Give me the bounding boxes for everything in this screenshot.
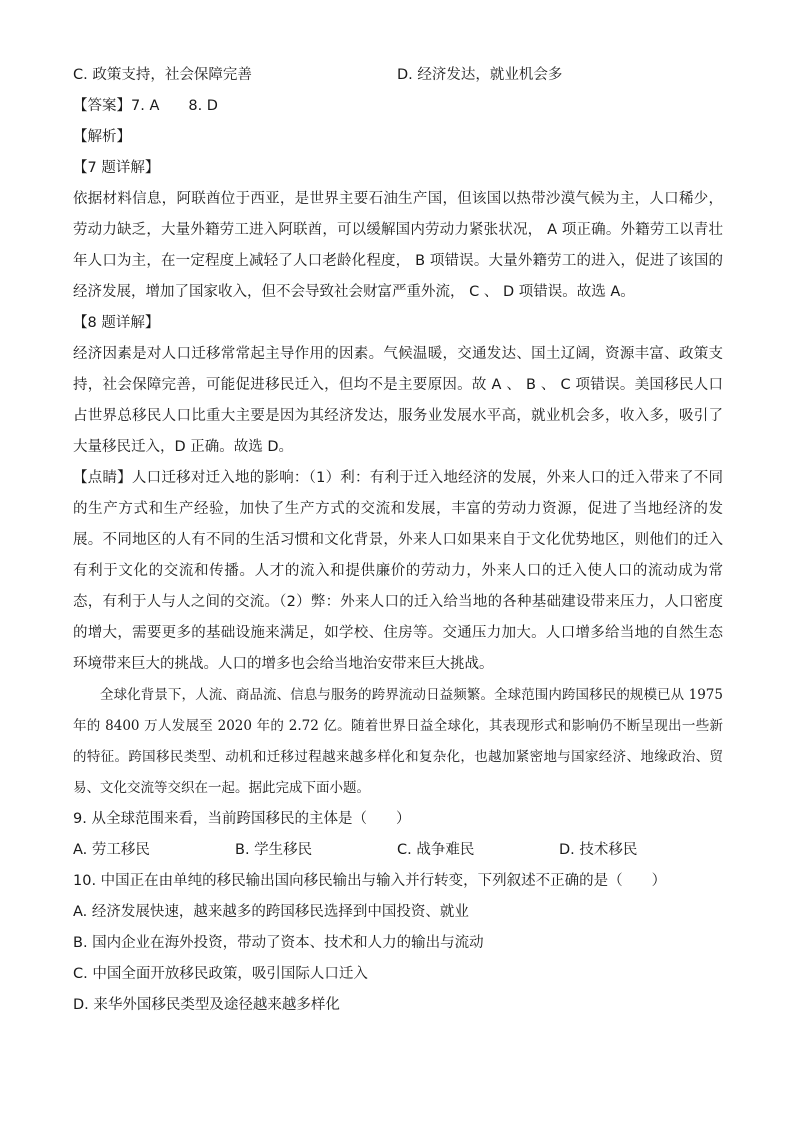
q9-options-row [73, 835, 723, 866]
q8-option-d: D. 经济发达，就业机会多 [397, 67, 563, 83]
q10-option-c: C. 中国全面开放移民政策，吸引国际人口迁入 [73, 966, 368, 982]
q7-detail-paragraph: 依据材料信息，阿联酋位于西亚，是世界主要石油生产国，但该国以热带沙漠气候为主，人口稀少，劳动力缺乏，大量外籍劳工进入阿联酋，可以缓解国内劳动力紧张状况， A 项正确。外籍劳工以青壮年人口为主，在一定程度上减轻了人口老龄化程度， B 项错误。大量外籍劳工的进入，促进了该国的经济发展，增加了国家收入，但不会导致社会财富严重外流， C 、 D 项错误。故选 A。 [73, 191, 723, 300]
q7-detail-tag: 【7 题详解】 [73, 160, 160, 176]
document-page [73, 60, 723, 1021]
q9-option-c: C. 战争难民 [397, 842, 475, 858]
q8-option-c: C. 政策支持，社会保障完善 [73, 67, 252, 83]
q7-detail-text [73, 184, 723, 308]
q9-option-b: B. 学生移民 [235, 842, 313, 858]
q10-option-a: A. 经济发展快速，越来越多的跨国移民选择到中国投资、就业 [73, 904, 469, 920]
q9-option-a: A. 劳工移民 [73, 842, 150, 858]
answer-text: 7. A 8. D [131, 98, 218, 114]
q8-detail-text [73, 339, 723, 463]
q8-options-row [73, 60, 723, 91]
answer-tag: 【答案】 [73, 98, 131, 114]
answer-line [73, 91, 723, 122]
comment-paragraph [73, 463, 723, 680]
comment-block [73, 463, 723, 680]
q8-detail-tag: 【8 题详解】 [73, 315, 160, 331]
material-passage: 全球化背景下，人流、商品流、信息与服务的跨界流动日益频繁。全球范围内跨国移民的规模已从 1975 年的 8400 万人发展至 2020 年的 2.72 亿。随着世界日益全球化，其表现形式和影响仍不断呈现出一些新的特征。跨国移民类型、动机和迁移过程越来越多样化和复杂化，也越加紧密地与国家经济、地缘政治、贸易、文化交流等交织在一起。据此完成下面小题。 [73, 687, 723, 796]
q7-detail-heading [73, 153, 723, 184]
q8-detail-paragraph: 经济因素是对人口迁移常常起主导作用的因素。气候温暖，交通发达、国土辽阔，资源丰富、政策支持，社会保障完善，可能促进移民迁入，但均不是主要原因。故 A 、 B 、 C 项错误。美国移民人口占世界总移民人口比重大主要是因为其经济发达，服务业发展水平高，就业机会多，收入多，吸引了大量移民迁入，D 正确。故选 D。 [73, 346, 723, 455]
comment-text: 人口迁移对迁入地的影响：（1）利：有利于迁入地经济的发展，外来人口的迁入带来了不同的生产方式和生产经验，加快了生产方式的交流和发展，丰富的劳动力资源，促进了当地经济的发展。不同地区的人有不同的生活习惯和文化背景，外来人口如果来自于文化优势地区，则他们的迁入有利于文化的交流和传播。人才的流入和提供廉价的劳动力，外来人口的迁入使人口的流动成为常态，有利于人与人之间的交流。（2）弊：外来人口的迁入给当地的各种基础建设带来压力，人口密度的增大，需要更多的基础设施来满足，如学校、住房等。交通压力加大。人口增多给当地的自然生态环境带来巨大的挑战。人口的增多也会给当地治安带来巨大挑战。 [73, 470, 723, 672]
q10-stem: 10. 中国正在由单纯的移民输出国向移民输出与输入并行转变，下列叙述不正确的是（ ） [73, 873, 667, 889]
q10-option-d: D. 来华外国移民类型及途径越来越多样化 [73, 997, 340, 1013]
q8-detail-heading [73, 308, 723, 339]
analysis-heading [73, 122, 723, 153]
q10-option-b: B. 国内企业在海外投资，带动了资本、技术和人力的输出与流动 [73, 935, 484, 951]
analysis-tag: 【解析】 [73, 129, 131, 145]
q9-option-d: D. 技术移民 [559, 842, 638, 858]
comment-tag: 【点睛】 [73, 470, 132, 486]
q9-stem: 9. 从全球范围来看，当前跨国移民的主体是（ ） [73, 811, 411, 827]
